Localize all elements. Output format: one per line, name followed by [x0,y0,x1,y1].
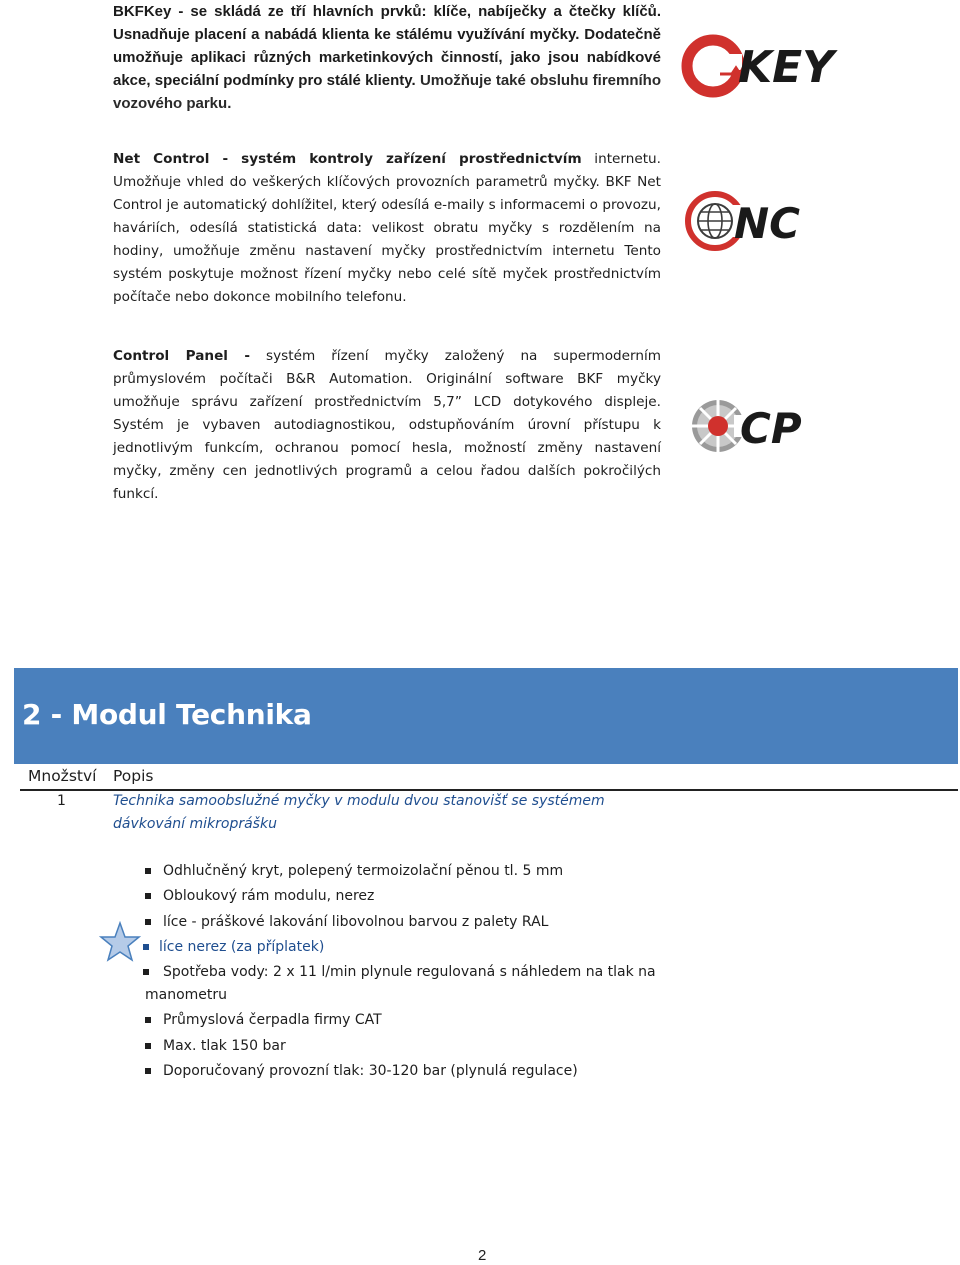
section-header-band [14,668,958,764]
bkfkey-lead: BKFKey - se skládá ze tří hlavních prvků: klíče, nabíječky a čtečky klíčů. Usnadňuje placení a nabádá klienta ke stálému využívání myčky. Dodatečně umožňuje aplikaci různých marketinkových činností, jako jsou nabídkové akce, speciální podmínky pro stálé klienty. [113,3,661,89]
cp-logo-text: CP [740,404,802,453]
row-quantity: 1 [57,793,66,809]
controlpanel-lead: Control Panel - [113,348,251,364]
netcontrol-lead: Net Control - systém kontroly zařízení prostřednictvím [113,151,582,167]
control-panel-logo-icon [688,391,828,461]
square-bullet-icon [145,919,151,925]
list-item: Obloukový rám modulu, nerez [145,885,665,908]
key-logo-icon [680,30,858,102]
list-item: líce nerez (za příplatek) [145,936,665,959]
bkfkey-rest: Umožňuje také obsluhu firemního vozového parku. [113,72,661,112]
key-logo-text: KEY [738,42,835,93]
netcontrol-paragraph [113,148,661,309]
square-bullet-icon [145,1068,151,1074]
list-item: Max. tlak 150 bar [145,1035,665,1058]
list-item: Odhlučněný kryt, polepený termoizolační pěnou tl. 5 mm [145,860,665,883]
spec-list [145,860,665,1085]
section-title: 2 - Modul Technika [22,698,312,731]
column-header-quantity: Množství [28,767,97,785]
list-item: Spotřeba vody: 2 x 11 l/min plynule regulovaná s náhledem na tlak na manometru [145,964,656,1004]
square-bullet-icon [145,1043,151,1049]
controlpanel-rest: systém řízení myčky založený na supermoderním průmyslovém počítači B&R Automation. Originální software BKF myčky umožňuje správu zařízení prostřednictvím 5,7” LCD dotykového displeje. Systém je vybaven autodiagnostikou, odstupňováním úrovní přístupu k jednotlivým funkcím, ochranou pomocí hesla, možností změny nastavení myčky, změny cen jednotlivých programů a celou řadou dalších pokročilých funkcí. [113,348,661,502]
star-icon [99,921,141,963]
square-bullet-icon [145,893,151,899]
list-item: Průmyslová čerpadla firmy CAT [145,1009,665,1032]
page-number: 2 [478,1247,487,1264]
controlpanel-paragraph [113,345,661,506]
list-item: líce - práškové lakování libovolnou barvou z palety RAL [145,911,665,934]
nc-logo-text: NC [734,199,800,248]
square-bullet-icon [143,944,149,950]
list-item: Doporučovaný provozní tlak: 30-120 bar (plynulá regulace) [145,1060,665,1083]
netcontrol-rest: internetu. Umožňuje vhled do veškerých klíčových provozních parametrů myčky. BKF Net Control je automatický dohlížitel, který odesílá e-maily s informacemi o provozu, haváriích, odesílá statistická data: velikost obratu myčky s rozdělením na hodiny, umožňuje změnu nastavení myčky prostřednictvím internetu Tento systém poskytuje možnost řízení myčky nebo celé sítě myček prostřednictvím počítače nebo dokonce mobilního telefonu. [113,151,661,305]
row-title: Technika samoobslužné myčky v modulu dvou stanovišť se systémem dávkování mikroprášku [113,793,605,832]
column-header-description: Popis [113,767,154,785]
square-bullet-icon [143,969,149,975]
bkfkey-paragraph [113,0,661,115]
square-bullet-icon [145,868,151,874]
net-control-logo-icon [684,183,824,259]
square-bullet-icon [145,1017,151,1023]
